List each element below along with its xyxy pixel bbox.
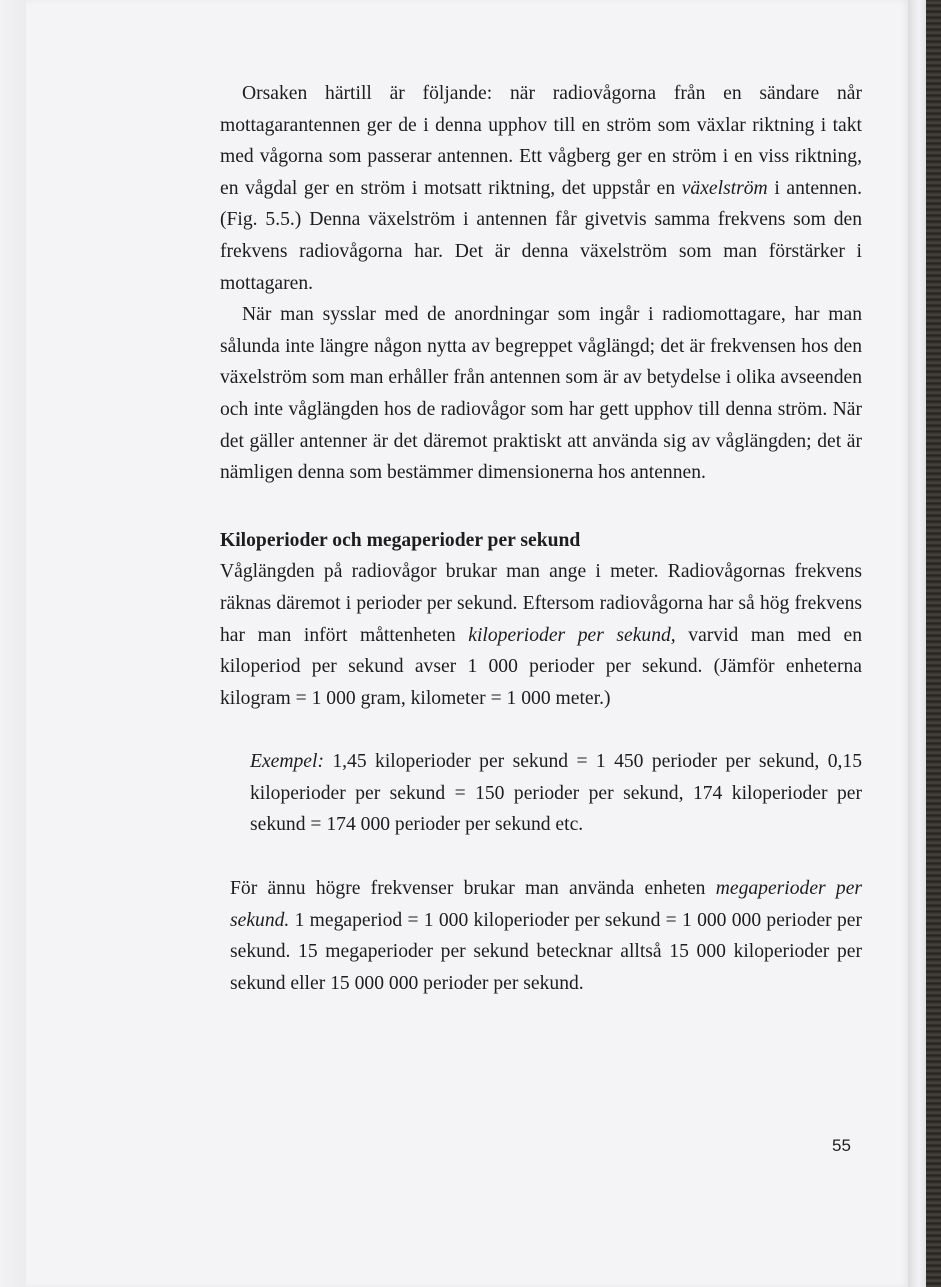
paragraph-1: Orsaken härtill är följande: när radiovågorna från en sändare når mottagarantennen ger de i denna upphov till en ström som växlar riktning i takt med vågorna som passerar antennen. Ett vågberg ger en ström i en viss riktning, en vågdal ger en ström i motsatt riktning, det uppstår en växelström i antennen. (Fig. 5.5.) Denna växelström i antennen får givetvis samma frekvens som den frekvens radiovågorna har. Det är denna växelström som man förstärker i mottagaren. (220, 83, 862, 294)
background-surface (926, 0, 941, 1287)
emphasis-vaxelstrom: växelström (681, 177, 768, 199)
right-page-edge (908, 0, 926, 1287)
paragraph-3: Våglängden på radiovågor brukar man ange i meter. Radiovågornas frekvens räknas däremot i perioder per sekund. Eftersom radiovågorna har så hög frekvens har man infört måttenheten kiloperioder per sekund, varvid man med en kiloperiod per sekund avser 1 000 perioder per sekund. (Jämför enheterna kilogram = 1 000 gram, kilometer = 1 000 meter.) (220, 561, 862, 709)
example-block: Exempel: 1,45 kiloperioder per sekund = 1 450 perioder per sekund, 0,15 kiloperioder per sekund = 150 perioder per sekund, 174 kiloperioder per sekund = 174 000 perioder per sekund etc. (250, 751, 862, 836)
emphasis-kiloperioder: kiloperioder per sekund, (468, 624, 676, 646)
paragraph-2: När man sysslar med de anordningar som ingår i radiomottagare, har man sålunda inte längre någon nytta av begreppet våglängd; det är frekvensen hos den växelström som man erhåller från antennen som är av betydelse i olika avseenden och inte våglängden hos de radiovågor som har gett upphov till denna ström. När det gäller antenner är det däremot praktiskt att använda sig av våglängden; det är nämligen denna som bestämmer dimensionerna hos antennen. (220, 304, 862, 484)
example-label: Exempel: (250, 751, 324, 773)
section-heading: Kiloperioder och megaperioder per sekund (220, 529, 581, 551)
paragraph-4: För ännu högre frekvenser brukar man använda enheten megaperioder per sekund. 1 megaperiod = 1 000 kiloperioder per sekund = 1 000 000 perioder per sekund. 15 megaperioder per sekund betecknar alltså 15 000 kiloperioder per sekund eller 15 000 000 perioder per sekund. (230, 878, 863, 994)
emphasis-megaperioder: megaperioder per sekund. (230, 878, 863, 931)
page-text (220, 78, 862, 999)
page-number: 55 (832, 1136, 851, 1155)
left-page-edge (0, 0, 27, 1287)
